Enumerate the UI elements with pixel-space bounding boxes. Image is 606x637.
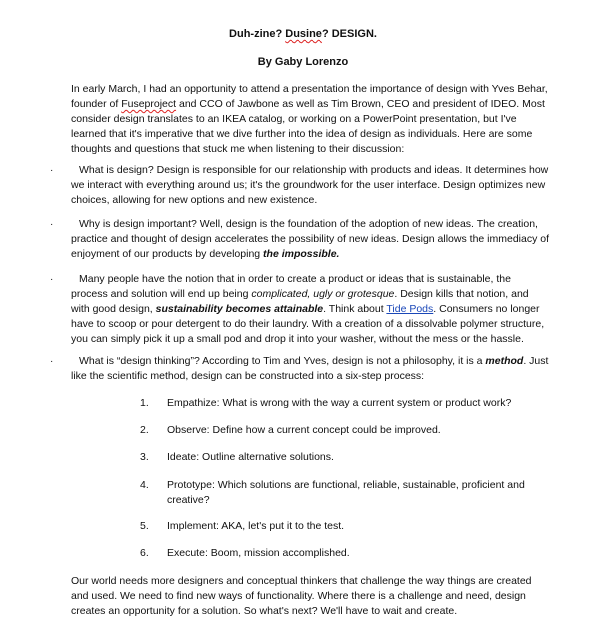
bullet-3-text-2: . Design kills that notion, and with good design,: [71, 288, 529, 315]
bullet-marker: ·: [50, 219, 54, 230]
bullet-4-text-1: What is “design thinking”? According to Tim and Yves, design is not a philosophy, it is a: [79, 355, 486, 367]
bullet-1-text: What is design? Design is responsible for our relationship with products and ideas. It determines how we interact with everything around us; it's the groundwork for the user interface. Design optimizes new choices, allowing for new options and new existence.: [71, 164, 549, 206]
conclusion-paragraph: Our world needs more designers and conceptual thinkers that challenge the way things are created and used. We need to find new ways of functionality. Where there is a challenge and need, design creates an opportunity for a solution. So what's next? We'll have to wait and create.: [71, 575, 532, 617]
bullet-paragraph-1: [71, 163, 549, 208]
bullet-paragraph-4: [71, 354, 549, 384]
bullet-2-text: Why is design important? Well, design is the foundation of the adoption of new ideas. The creation, practice and thought of design accelerates the possibility of new ideas. Design allows the immediacy of enjoyment of our products by developing: [71, 218, 550, 260]
step-number: 2.: [140, 424, 149, 436]
step-text: Empathize: What is wrong with the way a current system or product work?: [167, 397, 512, 409]
step-text: Ideate: Outline alternative solutions.: [167, 451, 334, 463]
bullet-4-emphasis: method: [485, 355, 524, 367]
bullet-3-text-3: . Think about: [323, 303, 387, 315]
bullet-marker: ·: [50, 274, 54, 285]
step-text: Execute: Boom, mission accomplished.: [167, 547, 350, 559]
tide-pods-link[interactable]: Tide Pods: [386, 303, 434, 315]
bullet-3-italic: complicated, ugly or grotesque: [251, 288, 395, 300]
title-text-2: ? DESIGN.: [321, 28, 377, 40]
step-number: 6.: [140, 547, 149, 559]
bullet-4-text-2: . Just like the scientific method, design can be constructed into a six-step process:: [71, 355, 549, 382]
title-misspelled-word: Dusine: [285, 28, 322, 40]
intro-text-1: In early March, I had an opportunity to attend a presentation the importance of design with Yves Behar, founder of: [71, 83, 548, 110]
intro-misspelled-word: Fuseproject: [121, 98, 177, 110]
bullet-2-emphasis: the impossible.: [263, 248, 340, 260]
step-text: Implement: AKA, let's put it to the test.: [167, 520, 345, 532]
byline: By Gaby Lorenzo: [257, 56, 349, 68]
bullet-paragraph-2: [71, 217, 549, 262]
bullet-3-text-1: Many people have the notion that in order to create a product or ideas that is sustainable, the process and solution will end up being: [71, 273, 511, 300]
step-text: Prototype: Which solutions are functional, reliable, sustainable, proficient and creative?: [167, 479, 525, 506]
intro-text-2: and CCO of Jawbone as well as Tim Brown, CEO and president of IDEO. Most consider design translates to an IKEA catalog, or working on a PowerPoint presentation, but I've learned that it's imperative that we dive further into the idea of design as individuals. Here are some thoughts and questions that stuck me when listening to their discussion:: [71, 98, 545, 155]
bullet-paragraph-3: [71, 272, 549, 347]
step-number: 3.: [140, 451, 149, 463]
step-number: 5.: [140, 520, 149, 532]
intro-paragraph: [71, 82, 549, 157]
step-number: 1.: [140, 397, 149, 409]
bullet-marker: ·: [50, 165, 54, 176]
bullet-3-emphasis: sustainability becomes attainable: [155, 303, 324, 315]
bullet-marker: ·: [50, 356, 54, 367]
bullet-3-text-4: . Consumers no longer have to scoop or pour detergent to do their laundry. With a creation of a dissolvable polymer structure, you can simply pick it up a small pod and drop it into your washer, without the mess or the hassle.: [71, 303, 545, 345]
step-text: Observe: Define how a current concept could be improved.: [167, 424, 441, 436]
title-text-1: Duh-zine?: [229, 28, 286, 40]
step-number: 4.: [140, 479, 149, 491]
document-title: [0, 27, 606, 42]
